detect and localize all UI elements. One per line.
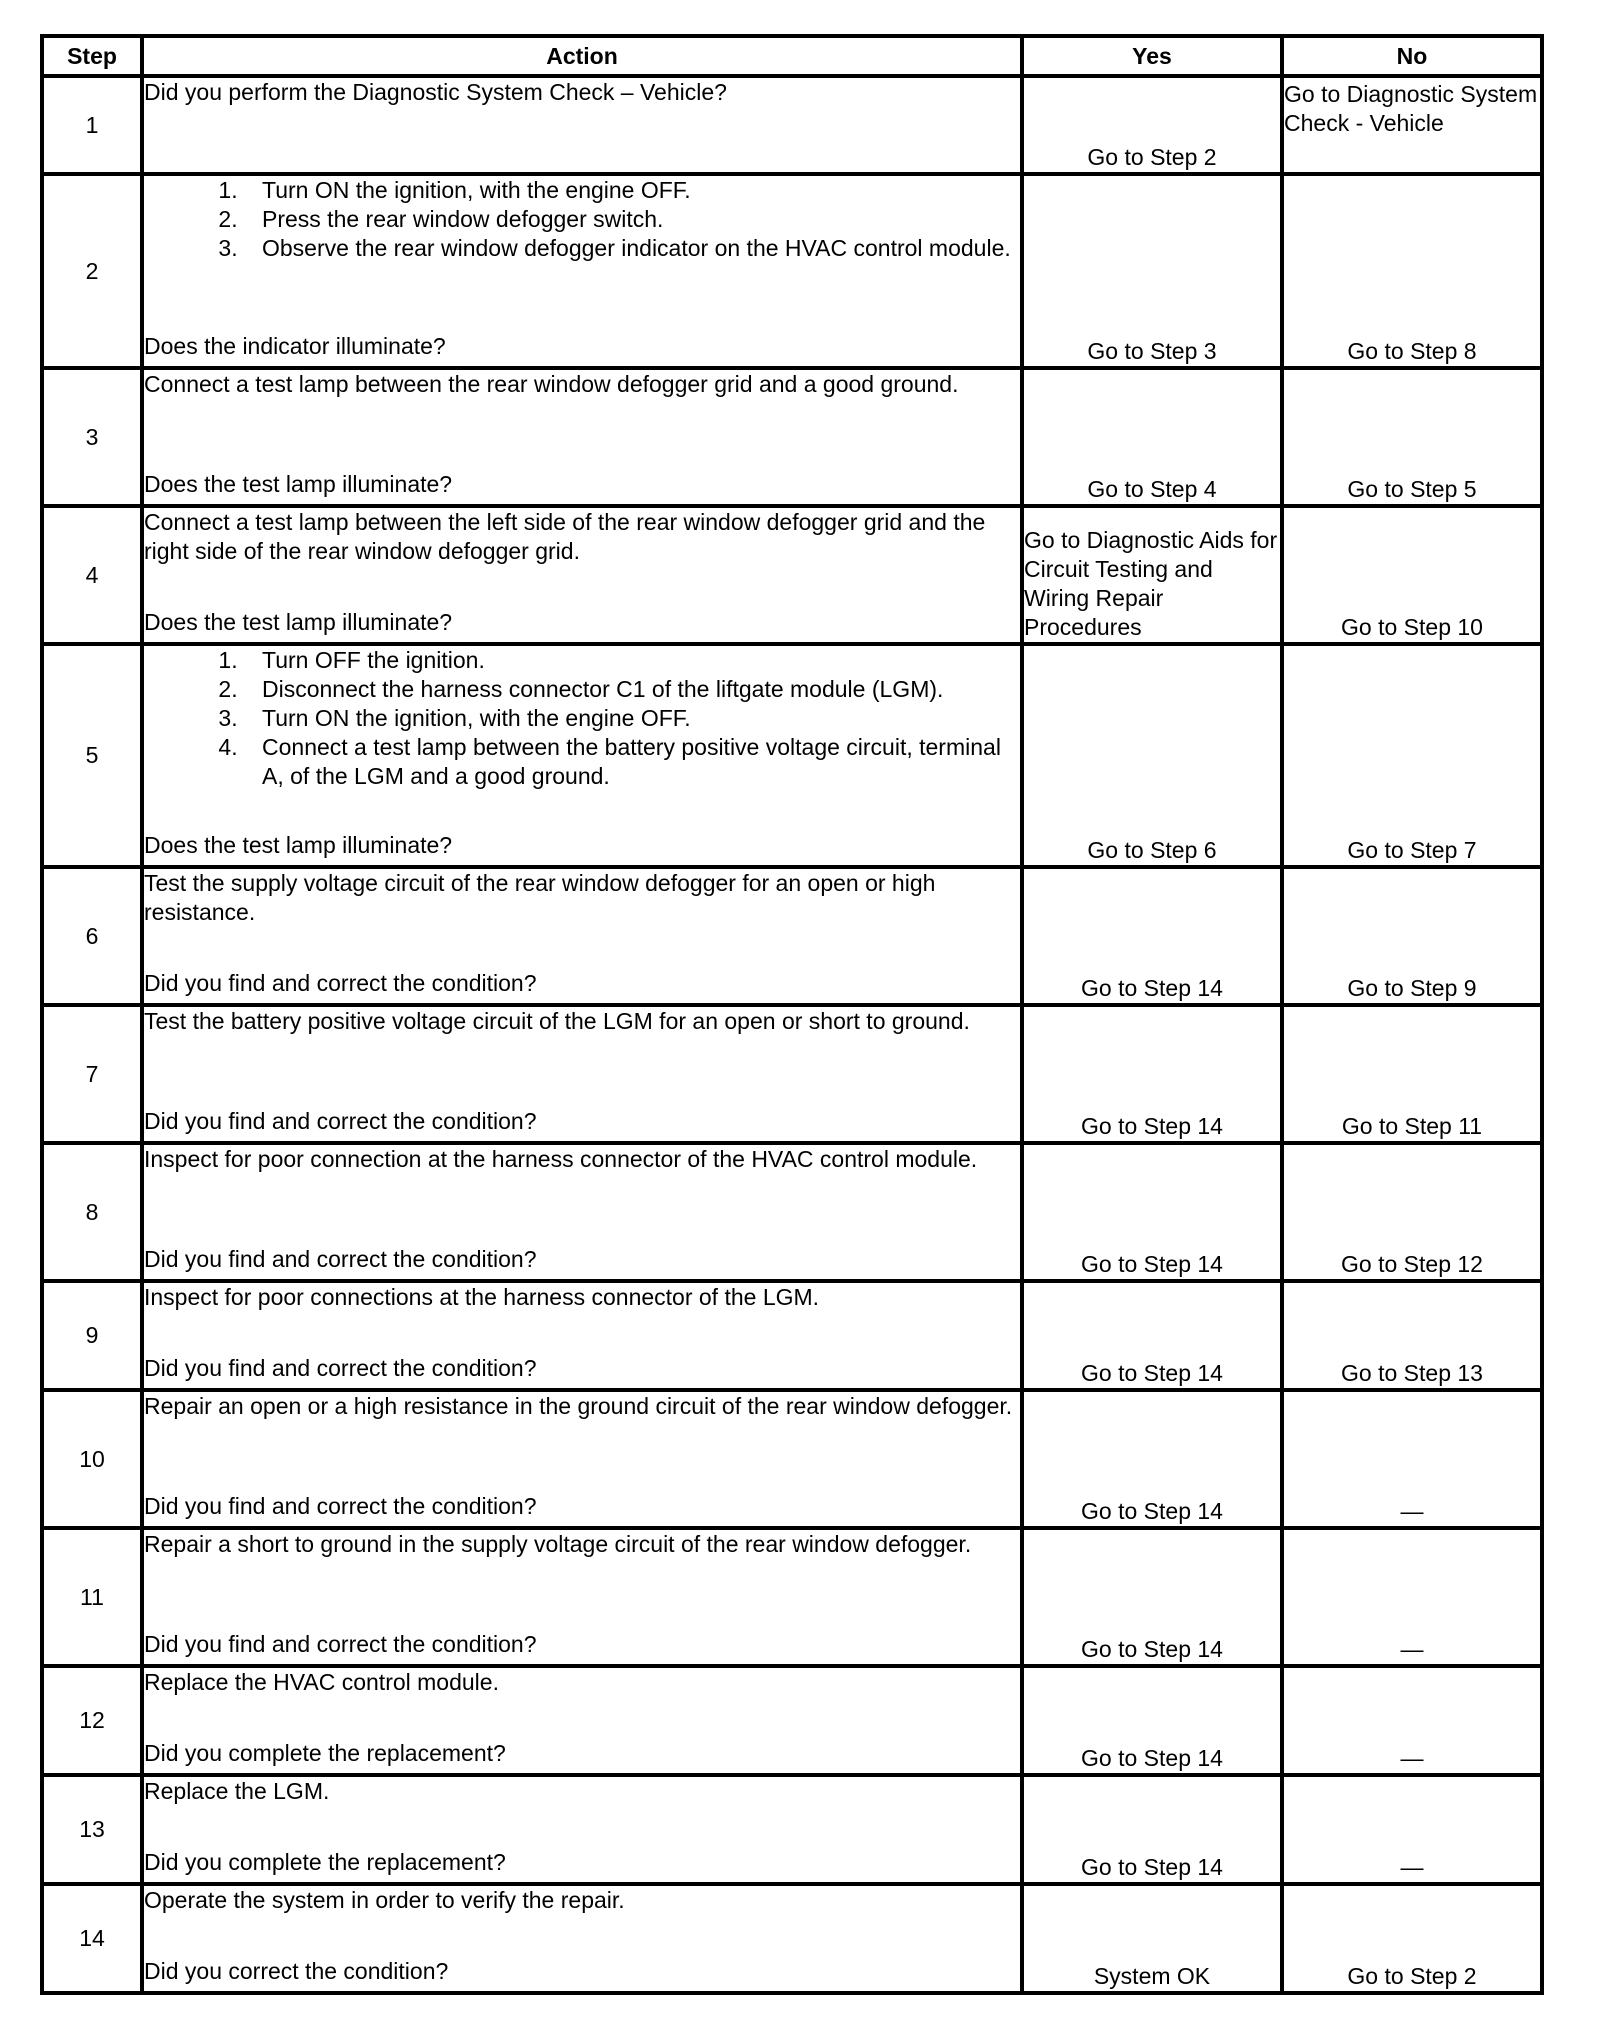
table-row (42, 1143, 1542, 1281)
action-question: Did you find and correct the condition? (144, 1355, 537, 1381)
action-steps-list (144, 176, 1020, 263)
action-cell (142, 1143, 1022, 1281)
table-row (42, 1775, 1542, 1884)
action-cell (142, 1528, 1022, 1666)
no-result: — (1282, 1390, 1542, 1528)
header-yes: Yes (1022, 36, 1282, 76)
no-result: Go to Step 9 (1282, 867, 1542, 1005)
action-question: Did you complete the replacement? (144, 1849, 506, 1875)
table-row (42, 368, 1542, 506)
yes-result: Go to Step 14 (1022, 1390, 1282, 1528)
action-question: Did you find and correct the condition? (144, 970, 537, 996)
action-step-item: 4. Connect a test lamp between the battery positive voltage circuit, terminal A, of the LGM and a good ground. (244, 733, 1020, 791)
action-text: Repair a short to ground in the supply voltage circuit of the rear window defogger. (144, 1531, 972, 1557)
table-row (42, 174, 1542, 368)
yes-result: Go to Step 2 (1022, 76, 1282, 174)
yes-result: Go to Step 14 (1022, 1528, 1282, 1666)
step-number: 10 (42, 1390, 142, 1528)
action-instructions (144, 869, 1020, 927)
action-step-item: 1. Turn ON the ignition, with the engine OFF. (244, 176, 1020, 205)
action-question: Did you find and correct the condition? (144, 1493, 537, 1519)
action-instructions (144, 1392, 1020, 1421)
table-row (42, 1281, 1542, 1390)
no-result: Go to Step 10 (1282, 506, 1542, 644)
table-row (42, 1005, 1542, 1143)
action-instructions (144, 646, 1020, 791)
action-instructions (144, 1886, 1020, 1915)
no-result: — (1282, 1528, 1542, 1666)
action-cell (142, 644, 1022, 867)
action-text: Operate the system in order to verify the repair. (144, 1887, 625, 1913)
action-question: Did you find and correct the condition? (144, 1246, 537, 1272)
action-text: Connect a test lamp between the left side of the rear window defogger grid and the right side of the rear window defogger grid. (144, 509, 986, 564)
table-body (42, 76, 1542, 1993)
step-number: 5 (42, 644, 142, 867)
yes-result: Go to Step 14 (1022, 867, 1282, 1005)
no-result: Go to Diagnostic System Check - Vehicle (1282, 76, 1542, 174)
no-result: — (1282, 1775, 1542, 1884)
action-cell (142, 76, 1022, 174)
action-question: Did you find and correct the condition? (144, 1631, 537, 1657)
table-row (42, 1884, 1542, 1993)
yes-result: Go to Step 14 (1022, 1005, 1282, 1143)
action-cell (142, 867, 1022, 1005)
action-cell (142, 506, 1022, 644)
action-instructions (144, 1007, 1020, 1036)
action-instructions (144, 370, 1020, 399)
step-number: 14 (42, 1884, 142, 1993)
step-number: 7 (42, 1005, 142, 1143)
action-instructions (144, 1777, 1020, 1806)
action-cell (142, 1281, 1022, 1390)
action-text: Test the supply voltage circuit of the rear window defogger for an open or high resistance. (144, 870, 936, 925)
step-number: 12 (42, 1666, 142, 1775)
header-no: No (1282, 36, 1542, 76)
no-result: — (1282, 1666, 1542, 1775)
table-row (42, 506, 1542, 644)
no-result: Go to Step 11 (1282, 1005, 1542, 1143)
action-step-item: 2. Disconnect the harness connector C1 of the liftgate module (LGM). (244, 675, 1020, 704)
yes-result: Go to Step 14 (1022, 1775, 1282, 1884)
no-result: Go to Step 12 (1282, 1143, 1542, 1281)
action-instructions (144, 1283, 1020, 1312)
action-cell (142, 1666, 1022, 1775)
action-instructions (144, 1668, 1020, 1697)
header-action: Action (142, 36, 1022, 76)
table-row (42, 867, 1542, 1005)
step-number: 13 (42, 1775, 142, 1884)
yes-result: System OK (1022, 1884, 1282, 1993)
step-number: 3 (42, 368, 142, 506)
action-text: Inspect for poor connection at the harness connector of the HVAC control module. (144, 1146, 978, 1172)
no-result: Go to Step 13 (1282, 1281, 1542, 1390)
action-question: Does the indicator illuminate? (144, 333, 446, 359)
action-instructions (144, 176, 1020, 263)
step-number: 11 (42, 1528, 142, 1666)
action-text: Inspect for poor connections at the harness connector of the LGM. (144, 1284, 820, 1310)
action-instructions (144, 508, 1020, 566)
yes-result: Go to Diagnostic Aids for Circuit Testing and Wiring Repair Procedures (1022, 506, 1282, 644)
yes-result: Go to Step 14 (1022, 1666, 1282, 1775)
action-cell (142, 1884, 1022, 1993)
step-number: 8 (42, 1143, 142, 1281)
table-row (42, 1390, 1542, 1528)
action-cell (142, 368, 1022, 506)
action-cell (142, 1775, 1022, 1884)
yes-result: Go to Step 4 (1022, 368, 1282, 506)
action-cell (142, 1005, 1022, 1143)
action-question: Did you complete the replacement? (144, 1740, 506, 1766)
action-question: Did you correct the condition? (144, 1958, 449, 1984)
yes-result: Go to Step 6 (1022, 644, 1282, 867)
action-text: Replace the LGM. (144, 1778, 330, 1804)
action-instructions (144, 1530, 1020, 1559)
action-text: Test the battery positive voltage circuit of the LGM for an open or short to ground. (144, 1008, 970, 1034)
action-step-item: 3. Observe the rear window defogger indicator on the HVAC control module. (244, 234, 1020, 263)
action-question: Does the test lamp illuminate? (144, 609, 453, 635)
action-cell (142, 1390, 1022, 1528)
no-result: Go to Step 8 (1282, 174, 1542, 368)
diagnostic-table (40, 34, 1544, 1995)
action-cell (142, 174, 1022, 368)
action-text: Connect a test lamp between the rear window defogger grid and a good ground. (144, 371, 959, 397)
yes-result: Go to Step 14 (1022, 1281, 1282, 1390)
action-instructions (144, 1145, 1020, 1174)
action-step-item: 3. Turn ON the ignition, with the engine OFF. (244, 704, 1020, 733)
header-step: Step (42, 36, 142, 76)
no-result: Go to Step 2 (1282, 1884, 1542, 1993)
table-header-row (42, 36, 1542, 76)
yes-result: Go to Step 3 (1022, 174, 1282, 368)
action-text: Did you perform the Diagnostic System Check – Vehicle? (144, 79, 727, 105)
step-number: 6 (42, 867, 142, 1005)
step-number: 1 (42, 76, 142, 174)
action-question: Does the test lamp illuminate? (144, 471, 453, 497)
table-row (42, 76, 1542, 174)
step-number: 2 (42, 174, 142, 368)
action-text: Replace the HVAC control module. (144, 1669, 499, 1695)
step-number: 9 (42, 1281, 142, 1390)
yes-result: Go to Step 14 (1022, 1143, 1282, 1281)
action-step-item: 2. Press the rear window defogger switch. (244, 205, 1020, 234)
action-steps-list (144, 646, 1020, 791)
action-question: Did you find and correct the condition? (144, 1108, 537, 1134)
action-question: Does the test lamp illuminate? (144, 832, 453, 858)
no-result: Go to Step 5 (1282, 368, 1542, 506)
action-text: Repair an open or a high resistance in the ground circuit of the rear window defogger. (144, 1393, 1013, 1419)
step-number: 4 (42, 506, 142, 644)
table-row (42, 1528, 1542, 1666)
table-row (42, 1666, 1542, 1775)
action-step-item: 1. Turn OFF the ignition. (244, 646, 1020, 675)
action-instructions (144, 78, 1020, 107)
no-result: Go to Step 7 (1282, 644, 1542, 867)
table-row (42, 644, 1542, 867)
